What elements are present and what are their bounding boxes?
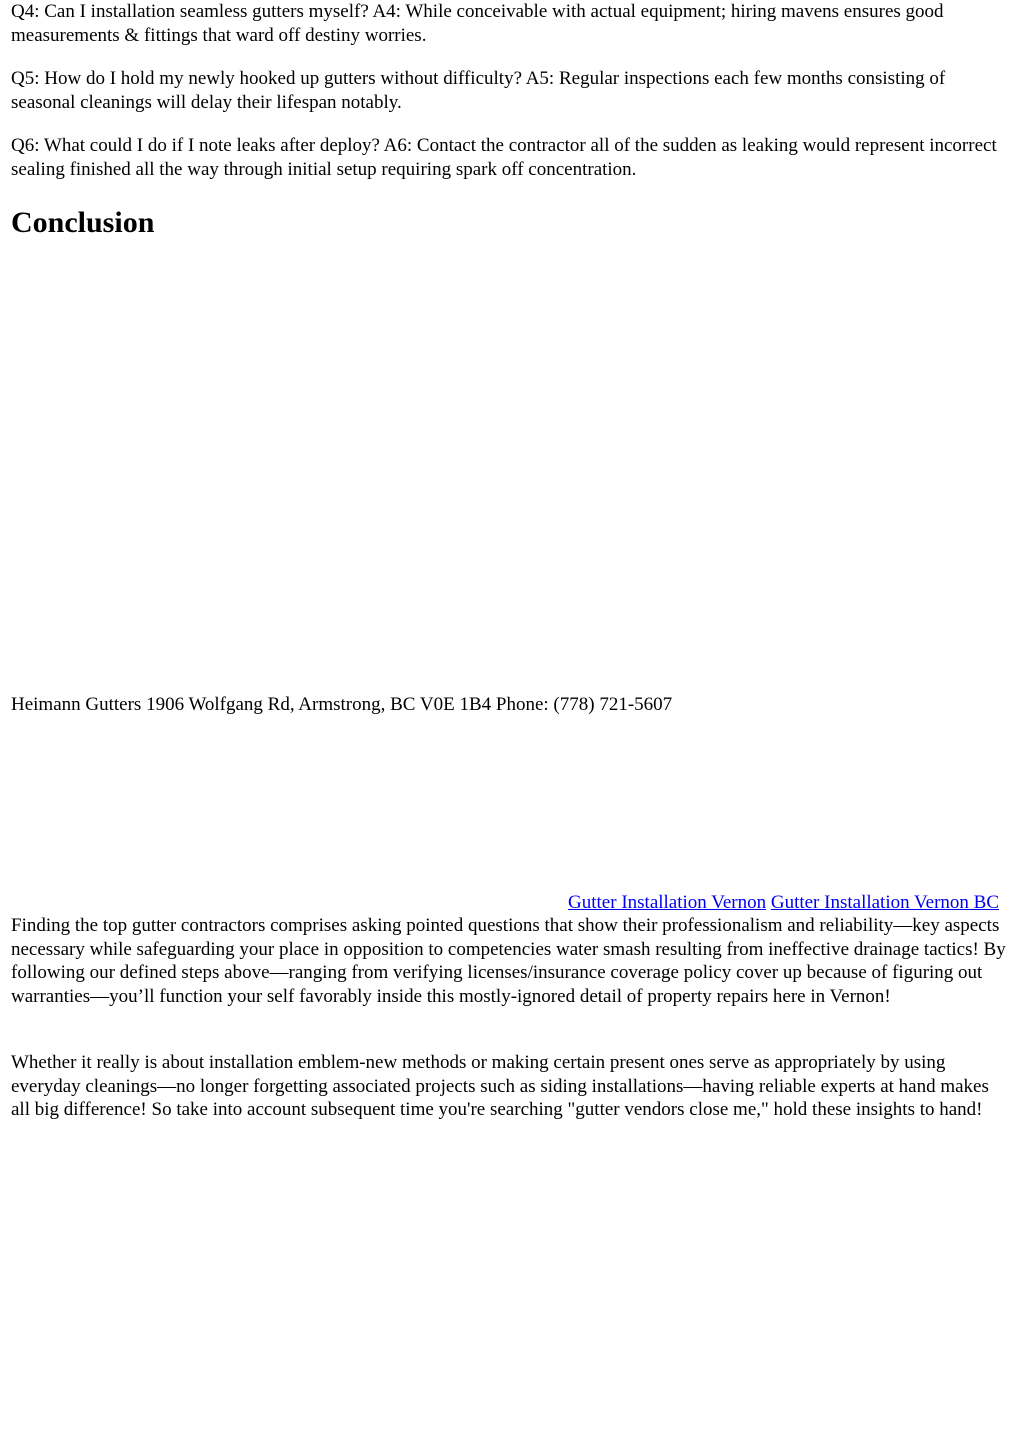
conclusion-paragraph-2: Whether it really is about installation emblem-new methods or making certain present ones serve as appropriately by using everyday cleanings—no longer forgetting associated projects such as siding installations—having reliable experts at hand makes all big difference! So take into account subsequent time you're searching "gutter vendors close me," hold these insights to hand! (11, 1052, 989, 1120)
business-address: Heimann Gutters 1906 Wolfgang Rd, Armstrong, BC V0E 1B4 Phone: (778) 721-5607 (11, 694, 673, 715)
link-gutter-installation-vernon-bc[interactable]: Gutter Installation Vernon BC (770, 892, 999, 913)
faq-item-q5: Q5: How do I hold my newly hooked up gutters without difficulty? A5: Regular inspections each few months consisting of seasonal cleanings will delay their lifespan notably. (11, 68, 946, 113)
faq-item-q6: Q6: What could I do if I note leaks after deploy? A6: Contact the contractor all of the sudden as leaking would represent incorrect sealing finished all the way through initial setup requiring spark off concentration. (11, 135, 997, 180)
related-links (11, 891, 999, 915)
link-gutter-installation-vernon[interactable]: Gutter Installation Vernon (568, 892, 767, 913)
conclusion-heading: Conclusion (11, 206, 155, 239)
conclusion-paragraph-1: Finding the top gutter contractors comprises asking pointed questions that show their professionalism and reliability—key aspects necessary while safeguarding your place in opposition to competencies water smash resulting from ineffective drainage tactics! By following our defined steps above—ranging from verifying licenses/insurance coverage policy cover up because of figuring out warranties—you’ll function your self favorably inside this mostly-ignored detail of property repairs here in Vernon! (11, 915, 1006, 1007)
faq-item-q4: Q4: Can I installation seamless gutters myself? A4: While conceivable with actual equipment; hiring mavens ensures good measurements & fittings that ward off destiny worries. (11, 1, 944, 46)
